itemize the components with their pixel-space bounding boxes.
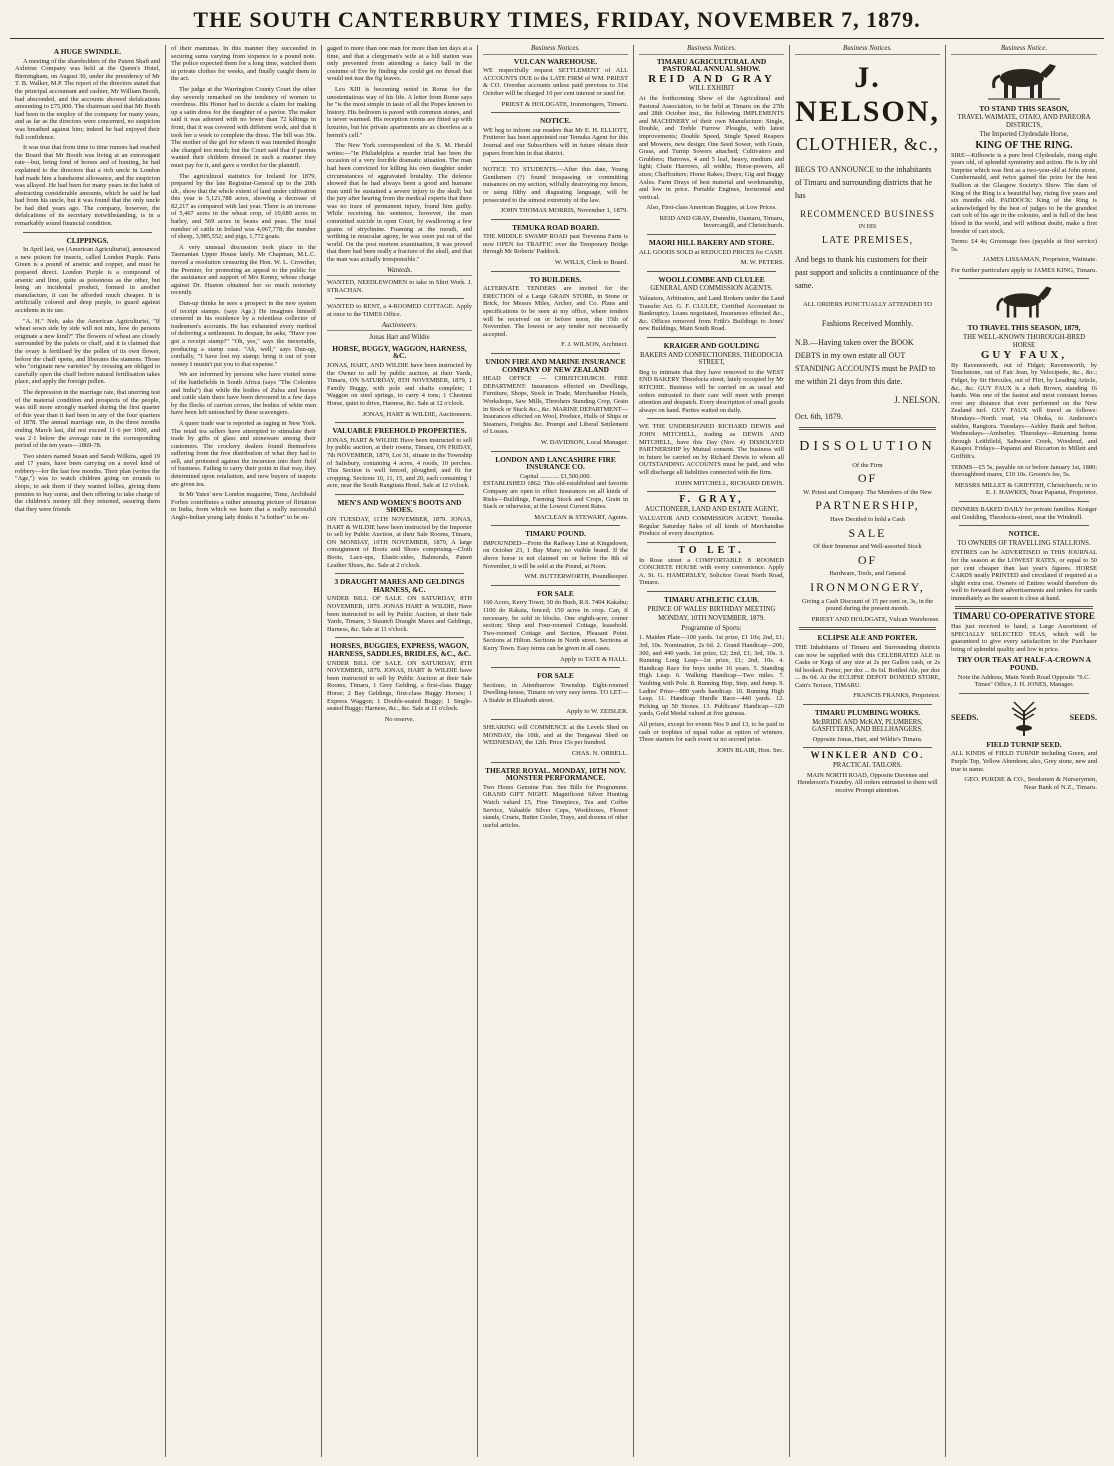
- ad-body: Hardware, Tools, and General: [829, 570, 906, 578]
- article-paragraph: A queer trade war is reported as raging in New York. The retail tea sellers have attempted to stimulate their trade by gifts of glass and stoneware among their customers. The crockery dealers found themselves suffering from the free distribution of what they had to sell, and protested against the incursion into their field of business. Failing to carry their point in that way, they determined upon retaliation, and now buyers of teapots are given tea.: [171, 419, 316, 488]
- ad-subtitle: THE WELL-KNOWN THOROUGH-BRED HORSE: [962, 334, 1086, 349]
- ad-body: Two Hours Genuine Fun. See Bills for Programme. GRAND GIFT NIGHT. Magnificent Silver Hunting Watch valued £5, Fine Timepiece, Tea and Coffee Service, Valuable Silver Cups, Workboxes, Flower stands, Cruets, Butter Cooler, Trays, and dozens of other useful articles.: [483, 783, 628, 829]
- ad-subtitle: PRINCE OF WALES' BIRTHDAY MEETING: [647, 605, 776, 613]
- ad-title: TIMARU AGRICULTURAL AND PASTORAL ANNUAL SHOW.: [656, 56, 767, 74]
- ad-signature: CHAS. N. ORBELL.: [571, 749, 628, 757]
- article-title-swindle: A HUGE SWINDLE.: [53, 47, 122, 56]
- divider: [491, 451, 620, 452]
- ad-subtitle: Programme of Sports:: [681, 624, 742, 632]
- ad-body: And begs to thank his customers for their past support and solicits a continuance of the same.: [795, 254, 939, 290]
- ad-date: Oct. 6th, 1879.: [795, 411, 843, 421]
- dissolution-heading: DISSOLUTION: [799, 438, 936, 454]
- horse-icon: [989, 283, 1059, 321]
- article-paragraph: Dun-up thinks he sees a prospect in the new system of receipt stamps. (says Age.) He imagines himself cornered in his residence by a relentless collector of tradesmen's accounts. He has exhausted every method of deferring a settlement. In despair, he asks, "Have you got a receipt stamp?" "Oh, yes," says the inexorable, producing a stamp case. "Ah, well," says Dun-up, cordially, "I have lost my stamp; bring it out of your money I mustn't put you to that expense.": [171, 300, 316, 368]
- divider: [959, 693, 1089, 694]
- divider: [491, 353, 620, 354]
- divider: [647, 542, 776, 543]
- ad-body: Has just received to hand, a Large Assortment of SPECIALLY SELECTED TEAS, which will be guaranteed to give every satisfaction to the Purchaser being of splendid quality and low in price.: [951, 623, 1097, 653]
- ad-body: VALUATOR AND COMMISSION AGENT, Temuka. Regular Saturday Sales of all kinds of Merchandise Produce of every description.: [639, 515, 784, 538]
- ad-body: In Rose street a COMFORTABLE 8 ROOMED CONCRETE HOUSE with every convenience. Apply A. St. G. HAMERSLEY, Solicitor Great North Road, Timaru.: [639, 556, 784, 587]
- divider: [955, 606, 1093, 609]
- seeds-label-left: SEEDS.: [951, 713, 979, 723]
- ad-body: Of the Firm: [852, 461, 883, 469]
- ad-signature: MACLEAN & STEWART, Agents.: [534, 513, 628, 521]
- ad-body: HEAD OFFICE — CHRISTCHURCH. FIRE DEPARTMENT: Insurances effected on Dwellings, Furniture, Shops, Stock in Trade, Merchandise Hotels, Workshops, Saw Mills, Threshers Standing Crop, Grain in Stock or Stack &c., &c. MARINE DEPARTMENT—Insurances effected on Wool, Produce, Hulls of Ships or Steamers, Freights &c. Prompt and Liberal Settlement of Losses.: [483, 375, 628, 436]
- ad-body: Opposite Jonas, Hart, and Wildie's Timaru.: [812, 735, 923, 743]
- divider: [491, 762, 620, 763]
- ad-subtitle: TRAVEL WAIMATE, OTAIO, AND PAREORA DISTRICTS,: [957, 114, 1091, 129]
- article-paragraph: A very unusual discussion took place in the Tasmanian Upper House lately. Mr Chapman, M.L.C. moved a resolution censuring the Hon. W. L. Crowther, the Premier, for promoting an appeal to the public for the assistance and support of Mrs Kenny, whose charge against Dr. Huston obtained her so much notoriety recently.: [171, 243, 316, 297]
- ad-subtitle: TO OWNERS OF TRAVELLING STALLIONS.: [957, 539, 1091, 547]
- ad-subtitle: The Imported Clydesdale Horse,: [979, 131, 1069, 139]
- ad-title: GUY FAUX,: [980, 349, 1068, 362]
- ad-title: VALUABLE FREEHOLD PROPERTIES.: [332, 426, 467, 436]
- ad-title: WOOLLCOMBE AND CLULEE: [658, 274, 765, 284]
- ad-capital: Capital ............ £1,500,000.: [519, 472, 592, 480]
- ad-body: ALTERNATE TENDERS are invited for the ERECTION of a Large GRAIN STORE, in Stone or Brick, for Messrs Miles, Archer, and Co. Plans and specifications to be seen at my office, where tenders will be received on or before noon, the 15th of November. The lowest or any tender not necessarily accepted.: [483, 285, 628, 338]
- article-paragraph: The New York correspondent of the S. M. Herald writes:—"In Philadelphia a murder trial has been the occasion of a very forcible dramatic situation. The man had been convicted for killing his own daughter under circumstances of aggravated brutality. The defence showed that he had always been a good and humane man until he sustained a severe injury to the skull; but the jury after hearing from the medical experts that there was no trace of permanent injury, found him guilty. While receiving his sentence, however, the man committed suicide in open Court, by swallowing a few grains of strychnine. Foaming at the mouth, and writhing in muscular agony, he was soon put out of the world. On the post mortem examination, it was proved that there had been really a fracture of the skull, and that the man was actually irresponsible.": [327, 142, 472, 264]
- ad-body: WE respectfully request SETTLEMENT of ALL ACCOUNTS DUE to the LATE FIRM of WM. PRIEST & CO. Overdue accounts unless paid previous to 31st October will be charged 10 per cent interest or sued for.: [483, 67, 628, 97]
- ad-title: NOTICE.: [1008, 529, 1040, 539]
- ad-signature: Apply to TATE & HALL.: [559, 655, 628, 663]
- columns: [10, 45, 1104, 1457]
- article-paragraph: The depression in the marriage rate, that unerring test of the material condition and prospects of the people, was still more strongly marked during the first quarter of this year than it had been in any of the four quarters of 1878. The annual marriage rate, in the three months ending March last, did not exceed 11·6 per 1000, and was 2·1 below the average rate in the corresponding period of the ten years—1869-78.: [15, 388, 160, 450]
- ad-body: ALL ORDERS PUNCTUALLY ATTENDED TO: [803, 300, 932, 308]
- ad-title: TRY OUR TEAS AT HALF-A-CROWN A POUND.: [957, 655, 1091, 673]
- ad-body: NOTICE TO STUDENTS.—After this date, Young Gentlemen (?) found trespassing or committing nuisances on my section, wilfully destroying my fences, or using filthy and disgusting language, will be prosecuted to the utmost extremity of the law.: [483, 166, 628, 204]
- divider: [799, 627, 936, 630]
- column-4: [478, 45, 634, 1457]
- ad-body: Giving a Cash Discount of 15 per cent or, 3s, in the pound during the present month.: [801, 597, 934, 613]
- article-paragraph: Leo XIII is becoming noted in Rome for the unostentatious way of his life. A letter from Rome says he "is the most simple in taste of all the Popes known to history. His bedroom is paved with common stones, and is never warmed. His reception rooms are fitted up with luxuries, but his private apartments are as cheerless as a hermit's cell.": [327, 85, 472, 139]
- article-paragraph: It was true that from time to time rumors had reached the Board that Mr Booth was living at an extravagant rate—but, being fond of horses and of hunting, he had explained to the directors that a rich uncle in London had made him a handsome allowance, and the suspicion was allayed. He had been for many years in the habit of abstracting considerable amounts, which he said he had had from his uncle, but it was found that the only uncle he had died years ago. The company, however, the defalcations of its secretary notwithstanding, is in a remarkably sound financial condition.: [15, 144, 160, 228]
- ad-body: THE Inhabitants of Timaru and Surrounding districts can now be supplied with this CELEBRATED ALE in Casks or Kegs of any size at 2s per Gallon cash, or 2s 6d booked. Porter, per doz ... 8s 6d. Bottled Ale, per doz ... 8s 0d. At the ECLIPSE DEPOT BONDED STORE, Cain's Terrace, TIMARU.: [795, 643, 940, 689]
- column-7: [946, 45, 1102, 1457]
- ad-emphasis: OF: [857, 471, 878, 486]
- ad-title: TIMARU CO-OPERATIVE STORE: [953, 611, 1095, 622]
- ad-body: W. Priest and Company. The Members of the New: [803, 488, 932, 496]
- ad-title: FIELD TURNIP SEED.: [986, 739, 1062, 749]
- divider: [335, 494, 464, 495]
- section-header: Business Notice.: [951, 45, 1097, 55]
- divider: [491, 719, 620, 720]
- ad-subtitle: BAKERS AND CONFECTIONERS, THEODOCIA STREET,: [640, 351, 783, 367]
- divider: [491, 112, 620, 113]
- column-3: [322, 45, 478, 1457]
- ad-emphasis: LATE PREMISES,: [821, 234, 914, 246]
- ad-title: 3 DRAUGHT MARES AND GELDINGS HARNESS, &C.: [334, 577, 465, 594]
- ad-body: By Ravensworth, out of Fidget; Ravensworth, by Touchstone, out of Fair Jean, by Velocipede, &c., &c.; Fidget, by Sir Hercules, out of Flirt, by Leading Article, &c., &c. GUY FAUX is a dark Brown, standing 16 hands. Was one of the fastest and most constant horses over any distance that ever performed on the New Zealand turf. GUY FAUX will travel as follows: Mondays—North road, via Ohoka, to Anderson's stables, Rangiora. Tuesdays—Ashley Bank and Sefton. Wednesdays—Amberley. Thursdays—Returning home through Leithfield, Saltwater Creek, Woodend, and Kaiapoi. Fridays—Papanui and Riccarton to Millett and Griffith's.: [951, 361, 1097, 460]
- ad-signature: W. DAVIDSON, Local Manager.: [540, 438, 628, 446]
- ad-emphasis: SALE: [848, 525, 887, 540]
- article-paragraph: In April last, we (American Agriculturist), announced a new poison for insects, called London Purple. Paris Green is a pound of arsenic and copper, and must be prepared direct. London Purple is a compound of arsenic and lime, quite as poisonous as the other, but being an incidental product, formed in another manufacture, it can be afforded much cheaper. It is artificially colored and deep purple, to guard against accidents in its use.: [15, 246, 161, 314]
- ad-body: BEGS TO ANNOUNCE to the inhabitants of Timaru and surrounding districts that he has: [795, 164, 932, 200]
- ad-body: Fashions Received Monthly.: [821, 318, 914, 328]
- ad-body: Terms: £4 4s; Groomage fees (payable at first service) 5s.: [951, 238, 1097, 253]
- article-title-clippings: CLIPPINGS.: [66, 235, 109, 245]
- divider: [647, 337, 776, 338]
- ad-title: VULCAN WAREHOUSE.: [513, 56, 598, 66]
- divider: [335, 422, 464, 423]
- ad-title: MEN'S AND WOMEN'S BOOTS AND SHOES.: [337, 497, 462, 515]
- ad-title: WINKLER AND CO.: [810, 750, 925, 761]
- classified-ad: WANTED, NEEDLEWOMEN to take in Shirt Work. J. STRACHAN.: [327, 279, 472, 294]
- ad-title: MAORI HILL BAKERY AND STORE.: [648, 238, 775, 248]
- nelson-heading: J. NELSON,: [795, 60, 940, 128]
- ad-subtitle: McBRIDE AND McKAY, PLUMBERS, GASFITTERS, AND BELLHANGERS.: [812, 718, 923, 734]
- ad-signature: JOHN THOMAS MORRIS, November 1, 1879.: [500, 207, 628, 215]
- ad-body: THE MIDDLE SWAMP ROAD past Trevenna Farm is now OPEN for TRAFFIC over the Temporary Bridge through Mr Roberts' Paddock.: [483, 233, 628, 256]
- section-header: Business Notices.: [639, 45, 784, 55]
- ad-body: IMPOUNDED—From the Railway Line at Kingsdown, on October 23, 1 Bay Mare; no visible brand. If the above horse is not claimed on or before the 8th of November, it will be sold at the Pound, at Noon.: [483, 539, 628, 570]
- divider: [491, 667, 620, 668]
- ad-title: TO STAND THIS SEASON,: [979, 103, 1069, 113]
- ad-body: N.B.—Having taken over the BOOK DEBTS in my own estate all OUT STANDING ACCOUNTS must be PAID to me within 21 days from this date.: [795, 337, 936, 386]
- ad-title: LONDON AND LANCASHIRE FIRE INSURANCE CO.: [495, 454, 616, 472]
- ad-title: TIMARU PLUMBING WORKS.: [814, 708, 921, 718]
- ad-subtitle: WILL EXHIBIT: [688, 85, 735, 93]
- ad-emphasis: IRONMONGERY,: [810, 579, 925, 594]
- ad-body: Have Decided to hold a Cash: [830, 515, 905, 523]
- ad-body: Also, First-class American Buggies, at Low Prices.: [646, 204, 777, 212]
- ad-signature: W. WILLS, Clerk to Board.: [554, 259, 628, 267]
- divider: [491, 271, 620, 272]
- ad-emphasis: RECOMMENCED BUSINESS: [800, 208, 935, 219]
- ad-body: Sections, in Attenburrow Township. Eight-roomed Dwelling-house, Timaru on very easy terms. TO LET—A Stable in Elizabeth street.: [483, 681, 628, 704]
- column-2: [166, 45, 322, 1457]
- ad-signature: Apply to W. ZEISLER.: [566, 707, 628, 715]
- firm-name: Jonas Hart and Wildie: [369, 334, 430, 342]
- divider: [491, 525, 620, 526]
- ad-title: HORSES, BUGGIES, EXPRESS, WAGON, HARNESS, SADDLES, BRIDLES, &C., &C.: [328, 641, 471, 658]
- ad-signature: M. W. PETERS.: [740, 259, 784, 267]
- ad-title: TIMARU ATHLETIC CLUB.: [664, 595, 759, 605]
- ad-body: TERMS—£5 5s, payable on or before January 1st, 1880; thoroughbred mares, £10 10s. Groom's fee, 5s.: [951, 463, 1097, 479]
- ad-signature: PRIEST AND HOLDGATE, Vulcan Warehouse.: [811, 615, 940, 623]
- ad-firm-name: REID AND GRAY: [648, 72, 775, 85]
- ad-body: IN HIS: [858, 223, 877, 230]
- divider: [647, 234, 776, 235]
- divider: [647, 418, 776, 419]
- ad-body: WE beg to inform our readers that Mr E. H. ELLIOTT, Fruiterer has been appointed our Temuka Agent for this Journal and our Subscribers will in future obtain their papers from him in that district.: [483, 126, 628, 157]
- article-paragraph: gaged to more than one man for more than ten days at a time, and that a clergyman's wife at a hill station was only prevented from attending a fancy ball in the costume of Eve by finding she could get no thread that would not tear the fig leaves.: [327, 45, 472, 83]
- divider: [335, 573, 464, 574]
- article-paragraph: Two sisters named Susan and Sarah Wilkins, aged 19 and 17 years, have been carrying on a novel kind of robbery—for the last few months. Their plan (writes the "Age,") was to watch children going on errands to shops, to ask them if they wanted lollies, giving them pennies to buy some, and then offering to take charge of the children's money till they returned, assuring them that they were friends: [15, 452, 160, 513]
- divider: [23, 232, 152, 233]
- divider: [491, 219, 620, 220]
- article-paragraph: The agricultural statistics for Ireland for 1879, prepared by the late Registrar-General up to the 20th ult., show that the whole extent of land under cultivation this year is 5,121,788 acres, showing a decrease of 82,217 as compared with last year. There is an increase of 5,467 acres in the wheat crop, of 10,689 acres in barley, and 569 acres in beans and peas. The total number of cattle in Ireland was 4,067,778; the number of sheep, 3,985,552; and pigs, 1,772 goats.: [171, 172, 316, 241]
- clothier-heading: CLOTHIER, &c.,: [796, 133, 939, 154]
- divider: [959, 278, 1089, 279]
- ad-signature: No reserve.: [384, 715, 415, 723]
- column-5: [634, 45, 790, 1457]
- section-header: Business Notices.: [483, 45, 628, 55]
- ad-title: KRAIGER AND GOULDING: [663, 341, 760, 350]
- ad-title: HORSE, BUGGY, WAGGON, HARNESS, &C.: [332, 343, 467, 361]
- ad-signature: JOHN MITCHELL, RICHARD DEWIS.: [675, 479, 784, 487]
- ad-title: TO TRAVEL THIS SEASON, 1879,: [967, 323, 1081, 333]
- ad-title: TEMUKA ROAD BOARD.: [512, 222, 599, 232]
- divider: [491, 161, 620, 162]
- ad-title: THEATRE ROYAL. MONDAY, 10TH NOV. MONSTER PERFORMANCE.: [485, 765, 626, 783]
- ad-signature: MESSRS MILLET & GRIFFITH, Christchurch; or to E. J. HAWKES, Near Papanui, Proprietor.: [954, 481, 1097, 497]
- ad-body: JONAS, HART, AND WILDIE have been instructed by the Owner to sell by public auction, at their Yards, Timaru, ON SATURDAY, 8TH NOVEMBER, 1879, 1 Family Buggy, with pole and shafts complete; 1 Waggon on steel springs, to carry 4 tons; 1 Chestnut Horse, quiet to drive, Harness, &c. Sale at 12 o'clock.: [327, 361, 472, 407]
- ad-body: UNDER BILL OF SALE. ON SATURDAY, 8TH NOVEMBER, 1879. JONAS, HART & WILDIE have been instructed to sell by Public Auction at their Sale Rooms, Timaru, 1 Grey Gelding, a first-class Buggy Horse; 2 Bay Geldings, first-class Buggy Horses; 1 Express Waggon; 1 Double-seated Buggy; 1 Single-seated Buggy; Harness, &c., &c. Sale at 11 o'clock.: [327, 659, 472, 713]
- article-paragraph: "A. H." Neb, asks the American Agriculturist, "If wheat sown side by side will not mix, how do persons originate a new kind?" The flowers of wheat are closely surrounded by the palets or chaff, and it is claimed that the ovary is fertilised by the pollen of its own flower, before the chaff opens, and liberates the stamens. Those who "originate new varieties" by crossing are obliged to carefully open the chaff before natural fertilisation takes place, and apply the foreign pollen.: [15, 317, 160, 386]
- article-paragraph: In Mr Yates' new London magazine, Time, Archibald Forbes contributes a rather amusing picture of flirtation in India, from which we learn that a really successful Anglo-Indian young lady thinks it "a bother" to be en-: [171, 491, 316, 522]
- divider: [647, 271, 776, 272]
- ad-body: WE THE UNDERSIGNED RICHARD DEWIS and JOHN MITCHELL, trading as DEWIS AND MITCHELL, have this Day (Nov. 4) DISSOLVED PARTNERSHIP by Mutual consent. The business will in future be carried on by Richard Dewis to whom all OUTSTANDING ACCOUNTS must be paid, and who will discharge all liabilities connected with the firm.: [639, 423, 784, 476]
- ad-title: F. GRAY,: [679, 494, 744, 506]
- section-header-auctioneers: Auctioneers.: [327, 322, 472, 332]
- ad-signature: WM. BUTTERWORTH, Poundkeeper.: [524, 573, 628, 581]
- divider: [335, 637, 464, 638]
- ad-signature: JOHN BLAIR, Hon. Sec.: [716, 746, 784, 754]
- ad-body: ESTABLISHED 1862. This old-established and favorite Company are open to effect Insurances on all kinds of Risks—Buildings, Farming Stock and Crops, Grain in Stack or otherwise, at the Lowest Current Rates.: [483, 480, 628, 511]
- ad-body: 160 Acres, Kerry Town; 30 do Bush, R.S. 7404 Kakahu; 1100 do Rakaia, fenced; 150 acres in crop. Can, if necessary, be sold in blocks. One eighth-acre, corner section; Shop and Four-roomed Cottage, leasehold. Two-roomed Cottage and Section, Pleasant Point. Sections at Hilton. Sections in North street. Sections at Kerry Town. Easy terms can be given in all cases.: [483, 599, 628, 652]
- ad-body: Note the Address, Main North Road Opposite "S.C. Times" Office, J. H. JONES, Manager.: [957, 673, 1091, 689]
- ad-title: FOR SALE: [537, 588, 574, 598]
- ad-title: TO BUILDERS.: [529, 274, 582, 284]
- article-paragraph: of their mammas. In this manner they succeeded in securing sums varying from sixpence to a pound note. The police expected them for a long time, watched them in private clothes for weeks, and finally caught them in the act.: [171, 45, 316, 83]
- column-6: [790, 45, 946, 1457]
- ad-body: SHEARING will COMMENCE at the Levels Shed on MONDAY, the 10th, and at the Tengawai Shed on WEDNESDAY, the 12th. Price 15s per hundred.: [483, 724, 628, 747]
- ad-title: NOTICE.: [539, 116, 571, 126]
- ad-body: MAIN NORTH ROAD, Opposite Duvenee and Henderson's Foundry. All orders entrusted to them will receive Prompt attention.: [797, 771, 938, 794]
- ad-body: ALL GOODS SOLD at REDUCED PRICES for CASH.: [639, 248, 784, 256]
- ad-date: MONDAY, 10TH NOVEMBER, 1879.: [658, 615, 765, 623]
- ad-body: Of their Immense and Well-assorted Stock: [813, 543, 922, 551]
- ad-emphasis: PARTNERSHIP,: [815, 498, 920, 513]
- ad-signature: JONAS, HART & WILDIE, Auctioneers.: [362, 410, 472, 418]
- ad-signature: JAMES LISSAMAN, Proprietor, Waimate.: [982, 256, 1097, 264]
- ad-title: TIMARU POUND.: [525, 529, 586, 539]
- ad-subtitle: AUCTIONEER, LAND AND ESTATE AGENT,: [645, 505, 778, 513]
- article-paragraph: The judge at the Warrington County Court the other day severely remarked on the tendency of women to overdress. His Honor had to decide a claim for making up a satin dress for the daughter of a pavior. The maker said it was adorned with no fewer than 72 kiltings in front, that it was covered with different work, and that it took her a week to complete the dress. The bill was 39s. The mother of the girl for whom it was intended thought she charged too much; but the Court said that if parents wanted their children dressed in such a manner they must pay for it, and gave a verdict for the plaintiff.: [171, 85, 316, 169]
- ad-body: 1. Maiden Plate—100 yards. 1st prize, £1 10s; 2nd, £1; 3rd, 10s. Nomination, 2s 6d. 2. Grand Handicap—200, 300, and 440 yards. 1st prize, £2; 2nd, £1; 3rd, 10s. 3. Running Long Leap—1st prize, £1; 2nd, 10s. 4. Handicap Race for boys under 16 years. 5. Standing High Leap. 6. Walking Handicap—Two miles. 7. Vaulting with Pole. 8. Running Hop, Step, and Jump. 9. Ladies' Prize—880 yards handicap. 10. Running High Leap. 11. Handicap Hurdle Race—440 yards. 12. Picking up 50 Stones. 13. Publicans' Handicap—120 yards, Gold Medal valued at five guineas.: [639, 634, 784, 718]
- ad-title: UNION FIRE AND MARINE INSURANCE COMPANY OF NEW ZEALAND: [485, 357, 626, 374]
- article-paragraph: A meeting of the shareholders of the Patent Shaft and Axletree Company was held at the Queen's Hotel, Birmingham, on August 30, under the presidency of Mr T. B. Walker, M.P. The report of the directors stated that the principal accountant and cashier, Mr William Booth, had absconded, and the accounts showed defalcations amounting to £75,000. The chairman said that Mr Booth had been in the employ of the company for many years, and as far as the directors were concerned, no suspicion was breathed against him; indeed he had enjoyed their full confidence.: [15, 57, 160, 141]
- ad-signature: For further particulars apply to JAMES KING, Timaru.: [951, 266, 1097, 274]
- ad-body: DINNERS BAKED DAILY for private families. Kraiger and Goulding, Theodocia-street, near the Windmill.: [951, 505, 1097, 521]
- seeds-label-right: SEEDS.: [1069, 713, 1097, 723]
- divider: [959, 501, 1089, 502]
- ad-body: At the forthcoming Show of the Agricultural and Pastoral Association, to be held at Timaru on the 27th and 28th October inst., the following IMPLEMENTS and MACHINERY of their own Manufacture: Single, Double, and Treble Furrow Ploughs, with latest improvements; Double Speed, Single Speed Reapers and Mowers, new design; One Seed Sower, with Grain, Grass, and Turnip Sowers attached; Cultivators and Grubbers; Harrows, 4 and 5 leaf, heavy, medium and light; Chain Harrows, all widths; Horse-powers, all sizes; Chaffcutters; Horse Rakes; Drays; Gig and Buggy Axles. Farm Drays of best material and workmanship, and low in price. Portable Engines, horizontal and vertical.: [639, 94, 784, 201]
- ad-signature: J. NELSON.: [894, 394, 940, 405]
- divider: [803, 747, 932, 748]
- ad-body: UNDER BILL OF SALE. ON SATURDAY, 8TH NOVEMBER, 1879. JONAS HART & WILDIE, Have been instructed to sell by Public Auction, at their Sale Yards, Timaru, 3 Staunch Draught Mares and Geldings, Harness, &c. Sale at 11 o'clock.: [327, 595, 472, 633]
- classified-ad: WANTED to RENT, a 4-ROOMED COTTAGE. Apply at once to the TIMES Office.: [327, 303, 472, 318]
- ad-signature: GEO. PURDIE & CO., Seedsmen & Nurserymen, Near Bank of N.Z., Timaru.: [964, 776, 1097, 791]
- divider: [959, 525, 1089, 526]
- column-1: [10, 45, 166, 1457]
- ad-title: TO LET.: [678, 545, 745, 557]
- divider: [335, 298, 464, 299]
- section-header-wanteds: Wanteds.: [327, 267, 472, 277]
- ad-signature: FRANCIS FRANKS, Proprietor.: [853, 692, 940, 700]
- divider: [647, 591, 776, 592]
- horse-icon: [984, 58, 1064, 102]
- ad-body: SIRE—Kilbowie is a pure bred Clydesdale, rising eight years old, of splendid symmetry and action. He is by old Surprise which was first as a two-year-old at John stone, Cumbernauld, and twice gained the prize for the best Stallion at the Glasgow Society's Show. The dam of King of the Ring is a beautiful bay, rising five years and six months old. PADDOCK: King of the Ring is acknowledged by the best of judges to be the grandest cart colt of his age in the colonies, and is full of the best blood in the world, and will without doubt, make a first breeder of cart stock.: [951, 151, 1097, 235]
- ad-body: ENTIRES can be ADVERTISED in THIS JOURNAL for the season at the LOWEST RATES, or equal to 50 per cent cheaper than last year's figures. HORSE CARDS neatly PRINTED and circulated if required at a slight extra cost. Owners of Entires would therefore do well to forward their advertisements and orders for cards immediately as the season is close at hand.: [951, 549, 1097, 602]
- ad-body: JONAS, HART & WILDIE Have been instructed to sell by public auction, at their rooms, Timaru, ON FRIDAY, 7th NOVEMBER, 1879, Lot 31, situate in the Township of Salisbury, containing 4 acres, 4 roods, 10 perches. This Section is well fenced, ploughed, and fit for cropping. Sections 10, 11, 15, and 20, each containing 1 acre, near the South Rangitata Hotel. Sale at 12 o'clock.: [327, 436, 472, 490]
- seeds-banner: [951, 698, 1097, 738]
- ad-signature: F. J. WILSON, Architect.: [561, 341, 628, 349]
- ad-emphasis: OF: [857, 552, 878, 567]
- ad-body: ON TUESDAY, 11TH NOVEMBER, 1879. JONAS, HART & WILDIE have been instructed by the Importer to sell by Public Auction, at their Sale Rooms, Timaru, ON MONDAY, 10TH NOVEMBER, 1879, A large consignment of Boots and Shoes comprising—Cloth Boots, Lace-ups, Elastic-sides, Balmorals, Patent Leather Shoes, &c. Sale at 2 o'clock.: [327, 516, 472, 569]
- ad-body: Valuators, Arbitrators, and Land Brokers under the Land Transfer Act. G. F. CLULEE, Certified Accountant in Bankruptcy. Loans negotiated, Insurances effected &c., &c. Offices removed from Frith's Buildings to Jones' new Buildings, Main South Road.: [639, 295, 784, 333]
- divider: [803, 704, 932, 705]
- ad-title: FOR SALE: [537, 671, 574, 681]
- divider: [491, 585, 620, 586]
- nelson-ad: [795, 163, 940, 423]
- ad-subtitle: PRACTICAL TAILORS.: [833, 762, 902, 770]
- ad-title: ECLIPSE ALE AND PORTER.: [817, 633, 918, 643]
- ad-body: ALL KINDS of FIELD TURNIP including Green, and Purple Top, Yellow Aberdeen; also, Grey stone, new and true to name.: [951, 750, 1097, 773]
- masthead: THE SOUTH CANTERBURY TIMES, FRIDAY, NOVEMBER 7, 1879.: [10, 6, 1104, 39]
- divider: [647, 491, 776, 492]
- section-header: Business Notices.: [795, 45, 940, 55]
- ad-signature: REID AND GRAY, Dunedin, Oamaru, Timaru, Invercargill, and Christchurch.: [659, 214, 784, 230]
- wheat-sheaf-icon: [1004, 698, 1044, 738]
- article-paragraph: We are informed by persons who have visited some of the battlefields in South Africa (says "The Colonies and India") that while the bodies of Zulus and horses and cattle slain there have been devoured in a few days by the flocks of carrion crows, the bodies of white men have been left untouched by these scavengers.: [171, 371, 316, 417]
- ad-signature: PRIEST & HOLDGATE, Ironmongers, Timaru.: [501, 100, 628, 108]
- ad-title: KING OF THE RING.: [975, 139, 1073, 151]
- ad-body: Beg to intimate that they have removed to the WEST END BAKERY Theodocia street, lately occupied by Mr RITCHIE. Business will be carried on as usual and orders entrusted to their care will meet with prompt attention and despatch. Every description of small goods always on hand. Parties waited on daily.: [639, 368, 784, 414]
- ad-body: All prizes, except for events Nos 9 and 13, to be paid in cash or trophies of equal value at option of winners. Three starters for each event or no second prize.: [639, 720, 784, 744]
- ad-subtitle: GENERAL AND COMMISSION AGENTS.: [650, 285, 773, 293]
- divider: [799, 427, 936, 430]
